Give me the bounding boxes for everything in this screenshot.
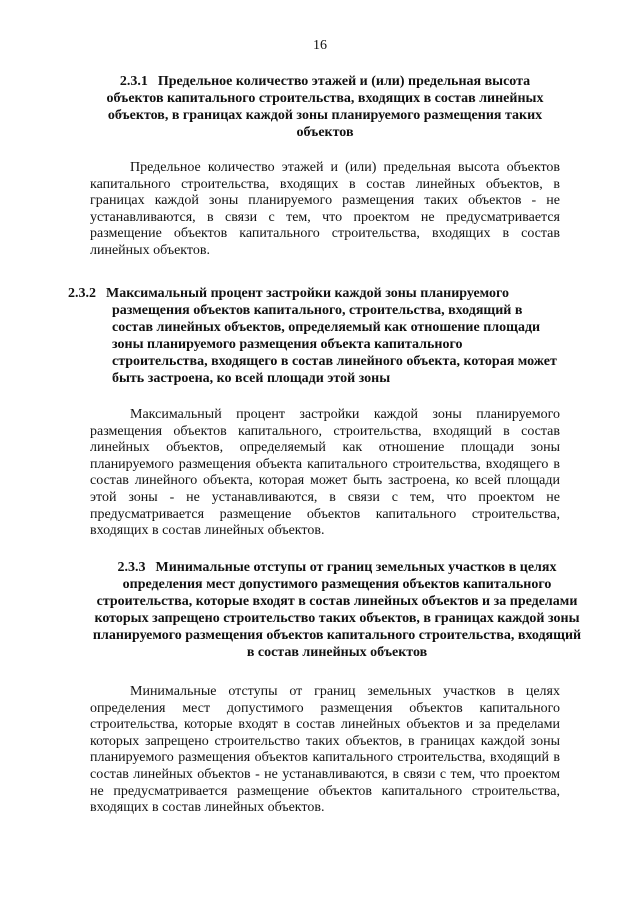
section-number: 2.3.3 [117,560,146,575]
section-paragraph-2-3-1: Предельное количество этажей и (или) предельная высота объектов капитального строительства, входящих в состав линейных объектов, в границах каждой зоны планируемого размещения таких объектов - не устанавливаются, в связи с тем, что проектом не предусматривается размещение объектов капитального строительства, входящих в состав линейных объектов. [90,160,560,258]
section-title: Предельное количество этажей и (или) предельная высота объектов капитального строительства, входящих в состав линейных объектов, в границах каждой зоны планируемого размещения таких объектов [106,74,544,140]
section-heading-2-3-2 [68,285,560,387]
section-title: Максимальный процент застройки каждой зоны планируемого размещения объектов капитального, строительства, входящий в состав линейных объектов, определяемый как отношение площади зоны планируемого размещения объекта капитального строительства, входящего в состав линейного объекта, которая может быть застроена, ко всей площади этой зоны [106,286,557,386]
section-heading-2-3-1 [90,73,560,141]
section-heading-2-3-3 [88,559,586,661]
section-number: 2.3.2 [68,286,96,301]
section-paragraph-2-3-2: Максимальный процент застройки каждой зоны планируемого размещения объектов капитального, строительства, входящий в состав линейных объектов, определяемый как отношение площади зоны планируемого размещения объекта капитального строительства, входящего в состав линейного объекта, которая может быть застроена, ко всей площади этой зоны - не устанавливаются, в связи с тем, что проектом не предусматривается размещение объектов капитального строительства, входящих в состав линейных объектов. [90,407,560,539]
page-number: 16 [313,38,327,53]
section-title: Минимальные отступы от границ земельных участков в целях определения мест допустимого размещения объектов капитального строительства, которые входят в состав линейных объектов и за пределами которых запрещено строительство таких объектов, в границах каждой зоны планируемого размещения объектов капитального строительства, входящий в состав линейных объектов [92,560,582,660]
section-paragraph-2-3-3: Минимальные отступы от границ земельных участков в целях определения мест допустимого размещения объектов капитального строительства, которые входят в состав линейных объектов и за пределами которых запрещено строительство таких объектов, в границах каждой зоны планируемого размещения объектов капитального строительства, входящий в состав линейных объектов - не устанавливаются, в связи с тем, что проектом не предусматривается размещение объектов капитального строительства, входящих в состав линейных объектов. [90,684,560,816]
section-number: 2.3.1 [119,74,148,89]
